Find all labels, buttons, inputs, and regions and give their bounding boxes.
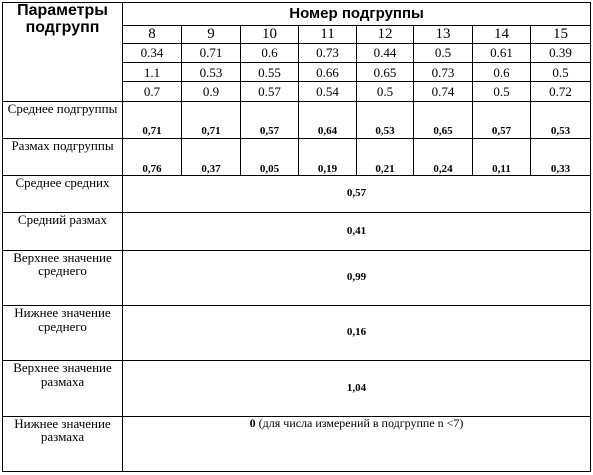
column-number: 13 (414, 26, 473, 44)
column-number: 11 (299, 26, 357, 44)
upper-range-row (3, 361, 591, 416)
measurement-cell: 0.73 (299, 44, 357, 63)
subgroup-mean-row (3, 101, 591, 138)
measurement-cell: 0.39 (531, 44, 591, 63)
subgroup-range-cell: 0,24 (414, 138, 473, 175)
param-header: Параметры подгрупп (3, 3, 123, 102)
mean-of-means-value: 0,57 (123, 176, 591, 213)
measurement-cell: 0.5 (531, 63, 591, 82)
lower-mean-value: 0,16 (123, 305, 591, 360)
measurement-cell: 0.71 (182, 44, 241, 63)
subgroup-mean-cell: 0,53 (531, 101, 591, 138)
column-number: 15 (531, 26, 591, 44)
measurement-cell: 0.65 (357, 63, 414, 82)
subgroup-range-cell: 0,37 (182, 138, 241, 175)
lower-mean-row (3, 305, 591, 360)
subgroup-range-cell: 0,05 (241, 138, 299, 175)
subgroup-range-cell: 0,19 (299, 138, 357, 175)
measurement-cell: 0.44 (357, 44, 414, 63)
subgroup-mean-cell: 0,57 (241, 101, 299, 138)
measurement-cell: 0.6 (241, 44, 299, 63)
upper-mean-value: 0,99 (123, 250, 591, 305)
measurement-cell: 0.57 (241, 82, 299, 101)
row-label: Размах подгруппы (3, 138, 123, 175)
table-header-row (3, 3, 591, 26)
mean-of-means-row (3, 176, 591, 213)
measurement-cell: 0.9 (182, 82, 241, 101)
subgroup-range-row (3, 138, 591, 175)
column-number: 12 (357, 26, 414, 44)
measurement-cell: 0.53 (182, 63, 241, 82)
column-number: 14 (473, 26, 531, 44)
measurement-cell: 0.61 (473, 44, 531, 63)
average-range-row (3, 213, 591, 250)
subgroup-mean-cell: 0,64 (299, 101, 357, 138)
subgroup-range-cell: 0,11 (473, 138, 531, 175)
measurement-cell: 0.54 (299, 82, 357, 101)
row-label: Нижнее значение среднего (3, 305, 123, 360)
upper-range-value: 1,04 (123, 361, 591, 416)
lower-range-value: 0 (249, 415, 256, 430)
subgroup-range-cell: 0,76 (123, 138, 182, 175)
subgroup-range-cell: 0,21 (357, 138, 414, 175)
subgroup-mean-cell: 0,71 (182, 101, 241, 138)
measurement-cell: 0.66 (299, 63, 357, 82)
lower-range-row (3, 416, 591, 471)
measurement-cell: 0.72 (531, 82, 591, 101)
average-range-value: 0,41 (123, 213, 591, 250)
column-number: 8 (123, 26, 182, 44)
subgroup-mean-cell: 0,57 (473, 101, 531, 138)
row-label: Верхнее значение среднего (3, 250, 123, 305)
subgroup-range-cell: 0,33 (531, 138, 591, 175)
statistics-table (2, 2, 591, 472)
measurement-cell: 0.5 (473, 82, 531, 101)
measurement-cell: 0.5 (357, 82, 414, 101)
group-header: Номер подгруппы (123, 3, 591, 26)
row-label: Среднее подгруппы (3, 101, 123, 138)
column-number: 9 (182, 26, 241, 44)
measurement-cell: 0.7 (123, 82, 182, 101)
lower-range-note: (для числа измерений в подгруппе n <7) (258, 415, 464, 430)
subgroup-mean-cell: 0,71 (123, 101, 182, 138)
measurement-cell: 0.55 (241, 63, 299, 82)
row-label: Нижнее значение размаха (3, 416, 123, 471)
row-label: Среднее средних (3, 176, 123, 213)
row-label: Средний размах (3, 213, 123, 250)
subgroup-mean-cell: 0,65 (414, 101, 473, 138)
measurement-cell: 1.1 (123, 63, 182, 82)
upper-mean-row (3, 250, 591, 305)
lower-range-cell (123, 416, 591, 471)
column-number: 10 (241, 26, 299, 44)
measurement-cell: 0.74 (414, 82, 473, 101)
row-label: Верхнее значение размаха (3, 361, 123, 416)
measurement-cell: 0.5 (414, 44, 473, 63)
measurement-cell: 0.73 (414, 63, 473, 82)
subgroup-mean-cell: 0,53 (357, 101, 414, 138)
measurement-cell: 0.34 (123, 44, 182, 63)
measurement-cell: 0.6 (473, 63, 531, 82)
